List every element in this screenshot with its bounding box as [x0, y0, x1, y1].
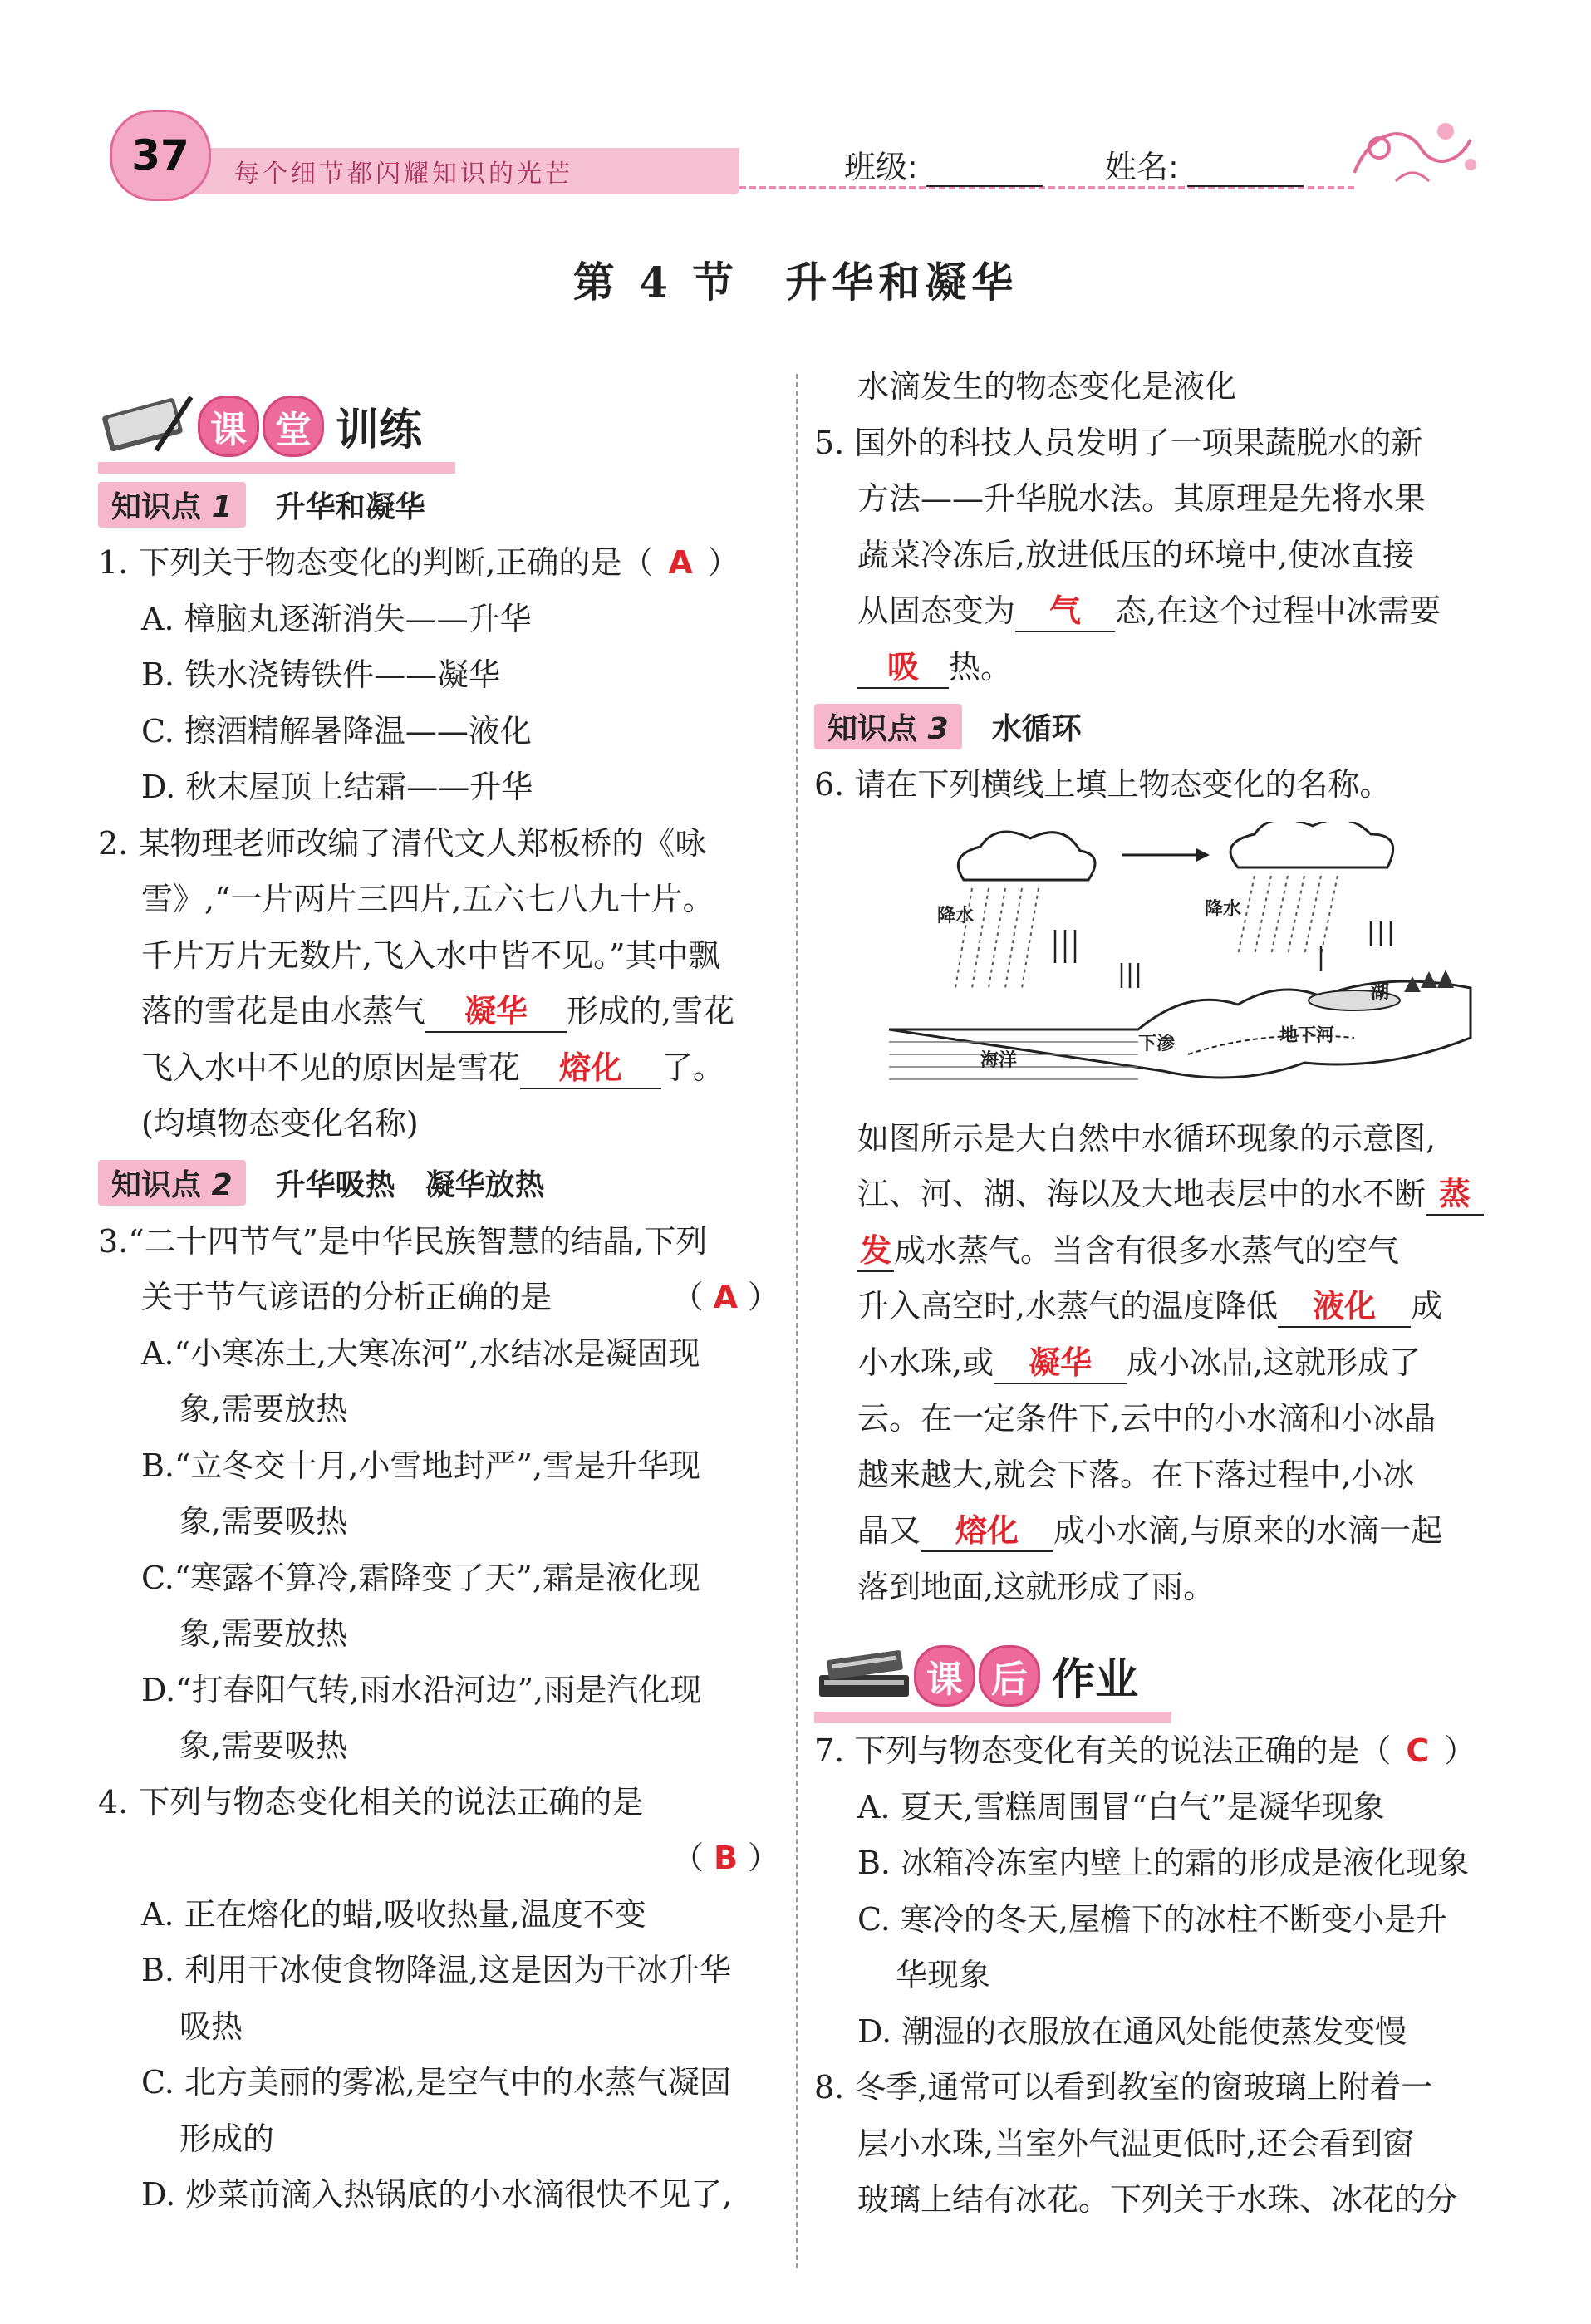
section-badge-1: 课 [914, 1645, 975, 1707]
kp-title: 升华和凝华 [275, 489, 425, 524]
answer-blank-cont[interactable]: 发 [857, 1231, 894, 1272]
name-label: 姓名: [1105, 149, 1179, 185]
left-column [98, 357, 779, 2223]
answer-choice: C [1406, 1732, 1430, 1769]
label-lake: 湖 [1371, 981, 1390, 1003]
label-infiltration: 下渗 [1138, 1033, 1176, 1054]
kp-badge: 知识点 3 [814, 704, 962, 749]
notebook-pen-icon [98, 382, 198, 457]
answer-choice: A [713, 1279, 738, 1315]
option: C. 擦酒精解暑降温——液化 [141, 712, 532, 749]
header-slogan: 每个细节都闪耀知识的光芒 [191, 148, 739, 194]
page-number: 37 [110, 110, 211, 201]
section-title: 作业 [1052, 1655, 1139, 1705]
books-icon [814, 1632, 914, 1707]
knowledge-point-2 [98, 1156, 779, 1211]
question-5: 5. 国外的科技人员发明了一项果蔬脱水的新 方法——升华脱水法。其原理是先将水果 蔬菜冷冻后,放进低压的环境中,使冰直接 从固态变为 气 态,在这个过程中冰需要 吸 热。 [814, 415, 1489, 696]
kp-title: 升华吸热 凝华放热 [275, 1168, 545, 1202]
water-cycle-illustration [889, 822, 1487, 1096]
class-field [844, 141, 1043, 187]
section-underline [98, 462, 455, 474]
section-badge-2: 堂 [263, 396, 324, 457]
name-blank[interactable] [1187, 160, 1304, 187]
label-underground-river: 地下河 [1279, 1024, 1335, 1046]
answer-blank[interactable]: 凝华 [425, 991, 567, 1033]
question-6: 6. 请在下列横线上填上物态变化的名称。 降水 降水 湖 下渗 地下河 海洋 如图所示是大自然中水循环现象的示意图, 江、河、湖、海以及大地表层中的水不断 蒸 发成水蒸气。当含有很多水蒸气的空气 升入高空时,水蒸气的温度降低 液化 成 小水珠,或 凝华 成小冰晶,这就形成了 云。在一定条件下,云中的小水滴和小冰晶 越来越大,就会下落。在下落过程中,小冰 晶又 熔化 成小水滴,与原来的水滴一起 落到地面,这就形成了雨。 [814, 757, 1489, 1615]
knowledge-point-3 [814, 699, 1489, 754]
question-2: 2. 某物理老师改编了清代文人郑板桥的《咏 雪》,“一片两片三四片,五六七八九十片。 千片万片无数片,飞入水中皆不见。”其中飘 落的雪花是由水蒸气 凝华 形成的,雪花 飞入水中不见的原因是雪花 熔化 了。 (均填物态变化名称) [98, 824, 735, 1142]
answer-blank[interactable]: 熔化 [921, 1511, 1053, 1552]
class-blank[interactable] [926, 160, 1043, 187]
section-underline [814, 1712, 1171, 1723]
answer-blank[interactable]: 气 [1015, 591, 1115, 632]
name-field [1105, 141, 1304, 187]
option: D. 秋末屋顶上结霜——升华 [141, 769, 533, 805]
kp-badge: 知识点 2 [98, 1160, 246, 1206]
q4-option-d-cont: 水滴发生的物态变化是液化 [857, 368, 1237, 405]
section-badge-2: 后 [979, 1645, 1040, 1707]
page-title: 第 4 节 升华和凝华 [572, 258, 1019, 307]
question-3: 3.“二十四节气”是中华民族智慧的结晶,下列 关于节气谚语的分析正确的是 （ A ） A.“小寒冻土,大寒冻河”,水结冰是凝固现 象,需要放热 B.“立冬交十月,小雪地封严”,雪是升华现 象,需要吸热 C.“寒露不算冷,霜降变了天”,霜是液化现 象,需要放热 D.“打春阳气转,雨水沿河边”,雨是汽化现 象,需要吸热 [98, 1222, 779, 1764]
answer-choice: B [714, 1840, 738, 1876]
option: A. 樟脑丸逐渐消失——升华 [141, 600, 532, 637]
answer-blank[interactable]: 熔化 [520, 1048, 661, 1089]
label-precipitation: 降水 [1205, 898, 1242, 920]
answer-blank[interactable]: 凝华 [994, 1343, 1127, 1384]
label-precipitation: 降水 [937, 905, 975, 926]
water-cycle-diagram [889, 822, 1487, 1096]
option: B. 铁水浇铸铁件——凝华 [141, 656, 501, 693]
answer-choice: A [668, 544, 693, 581]
column-divider [796, 374, 798, 2268]
question-4: 4. 下列与物态变化相关的说法正确的是 （ B ） A. 正在熔化的蜡,吸收热量,温度不变 B. 利用干冰使食物降温,这是因为干冰升华 吸热 C. 北方美丽的雾凇,是空气中的水蒸气凝固 形成的 D. 炒菜前滴入热锅底的小水滴很快不见了, [98, 1783, 779, 2213]
section-classroom-header [98, 357, 779, 474]
kp-title: 水循环 [991, 711, 1082, 746]
class-label: 班级: [844, 149, 918, 185]
right-column [814, 359, 1489, 2228]
label-ocean: 海洋 [980, 1049, 1018, 1071]
floral-ornament-icon [1346, 106, 1487, 198]
section-badge-1: 课 [198, 396, 259, 457]
question-8: 8. 冬季,通常可以看到教室的窗玻璃上附着一 层小水珠,当室外气温更低时,还会看到窗 玻璃上结有冰花。下列关于水珠、冰花的分 [814, 2069, 1458, 2218]
answer-blank[interactable]: 吸 [857, 647, 949, 689]
kp-badge: 知识点 1 [98, 482, 246, 528]
question-1: 1. 下列关于物态变化的判断,正确的是（ A ） A. 樟脑丸逐渐消失——升华 B. 铁水浇铸铁件——凝华 C. 擦酒精解暑降温——液化 D. 秋末屋顶上结霜——升华 [98, 535, 779, 816]
question-7: 7. 下列与物态变化有关的说法正确的是（ C ） A. 夏天,雪糕周围冒“白气”是凝华现象 B. 冰箱冷冻室内壁上的霜的形成是液化现象 C. 寒冷的冬天,屋檐下的冰柱不断变小是升 华现象 D. 潮湿的衣服放在通风处能使蒸发变慢 [814, 1732, 1476, 2050]
knowledge-point-1 [98, 477, 779, 532]
answer-blank[interactable]: 液化 [1278, 1286, 1411, 1328]
section-homework-header [814, 1615, 1489, 1723]
answer-blank[interactable]: 蒸 [1426, 1174, 1484, 1216]
section-title: 训练 [336, 405, 423, 455]
